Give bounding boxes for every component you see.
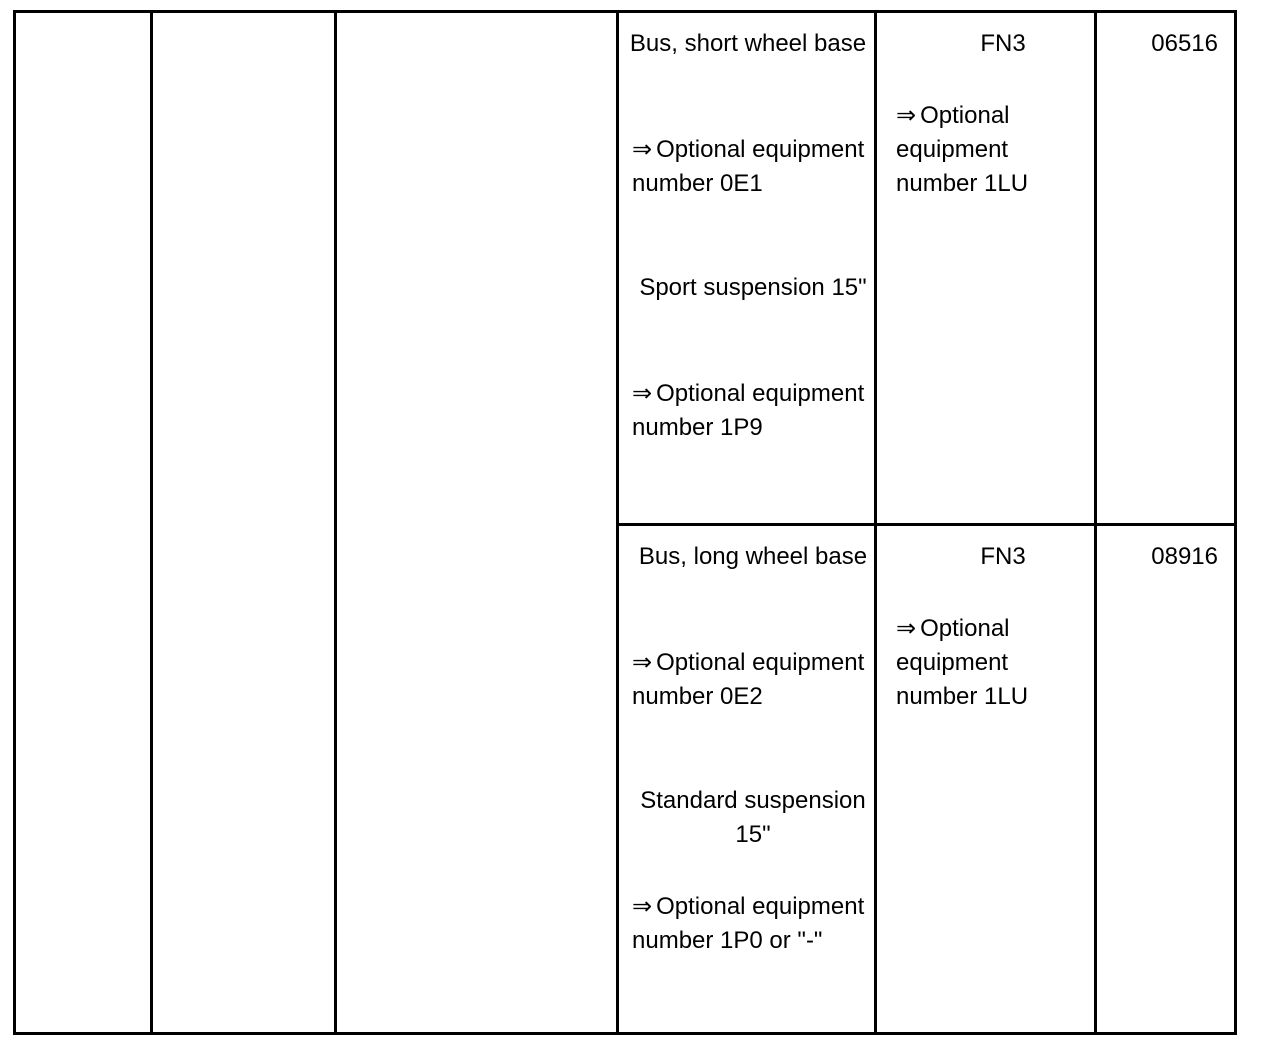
row-divider (616, 523, 1234, 526)
row2-desc-option1 (632, 646, 872, 714)
column-divider (150, 13, 153, 1032)
row1-desc-option2-text: Optional equipment number 1P9 (632, 380, 865, 441)
arrow-icon: ⇒ (896, 102, 917, 129)
row1-code-option (896, 99, 1076, 201)
arrow-icon: ⇒ (632, 380, 653, 407)
spec-table (13, 10, 1237, 1035)
row1-desc-option1 (632, 133, 872, 201)
row2-desc-option1-text: Optional equipment number 0E2 (632, 649, 865, 710)
row2-suspension (628, 784, 878, 852)
row2-code-option-text: Optional equipment number 1LU (896, 615, 1029, 710)
arrow-icon: ⇒ (632, 136, 653, 163)
arrow-icon: ⇒ (632, 649, 653, 676)
row2-suspension-text: Standard suspension 15" (640, 787, 866, 848)
column-divider (334, 13, 337, 1032)
row1-desc-option1-text: Optional equipment number 0E1 (632, 136, 865, 197)
row1-title: Bus, short wheel base (629, 30, 867, 57)
arrow-icon: ⇒ (632, 893, 653, 920)
arrow-icon: ⇒ (896, 615, 917, 642)
row2-code: FN3 (980, 543, 1026, 570)
row1-suspension (628, 271, 878, 305)
row2-code-option (896, 612, 1076, 714)
row1-code-option-text: Optional equipment number 1LU (896, 102, 1029, 197)
row1-code: FN3 (980, 30, 1026, 57)
row1-suspension-text: Sport suspension 15" (639, 274, 867, 301)
row2-desc-option2 (632, 890, 872, 958)
row2-description-cell (628, 540, 878, 574)
row2-title: Bus, long wheel base (638, 543, 868, 570)
row1-description-cell (628, 27, 868, 61)
row2-number: 08916 (1151, 543, 1218, 570)
row1-desc-option2 (632, 377, 872, 445)
row2-desc-option2-text: Optional equipment number 1P0 or "-" (632, 893, 865, 954)
row1-number: 06516 (1151, 30, 1218, 57)
